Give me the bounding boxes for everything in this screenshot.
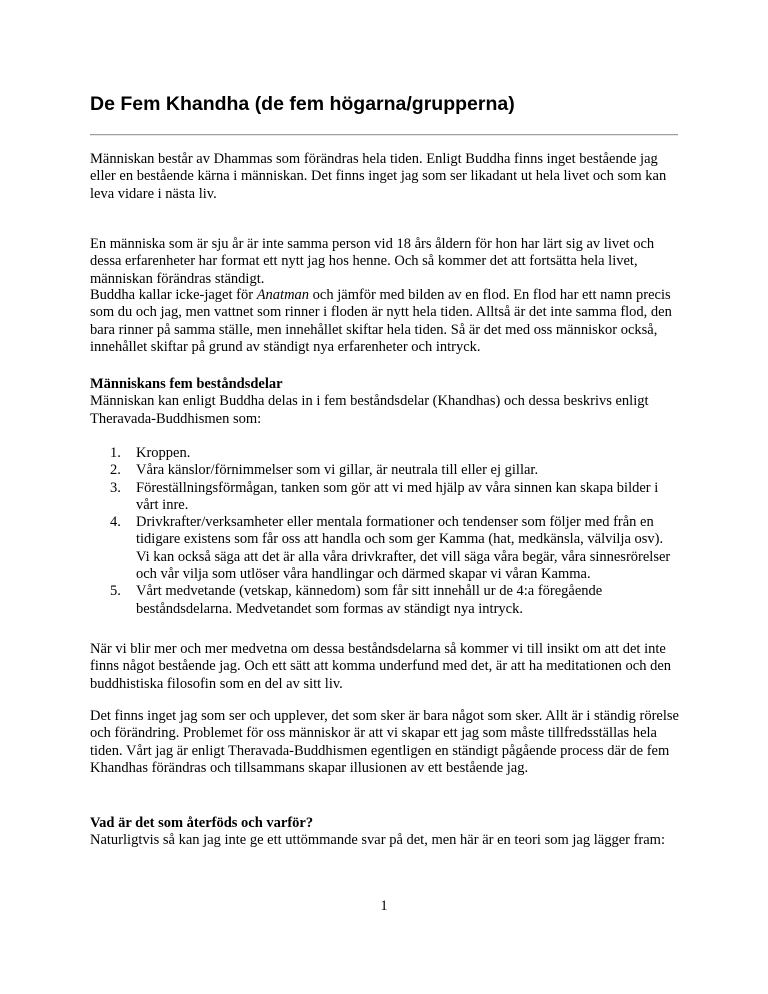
list-item [90, 514, 680, 583]
paragraph-insight: När vi blir mer och mer medvetna om dessa beståndsdelarna så kommer vi till insikt om att det inte finns något bestående jag. Och ett sätt att komma underfund med det, är att ha meditationen och den buddhistiska filosofin som en del av sitt liv. [90, 641, 672, 692]
list-number: 4. [110, 514, 121, 531]
anatman-term: Anatman [256, 287, 310, 303]
list-number: 5. [110, 583, 121, 600]
list-number: 2. [110, 462, 121, 479]
list-text: Drivkrafter/verksamheter eller mentala formationer och tendenser som följer med från en tidigare existens som får oss att handla och som ger Kamma (hat, medkänsla, välvilja osv). Vi kan också säga att det är alla våra drivkrafter, det vill säga våra begär, våra sinnesrörelser och vår vilja som utlöser våra handlingar och därmed skapar vi våran Kamma. [136, 514, 671, 583]
list-text: Vårt medvetande (vetskap, kännedom) som får sitt innehåll ur de 4:a föregående beståndsdelarna. Medvetandet som formas av ständigt nya intryck. [136, 583, 603, 617]
paragraph-khandhas-intro: Människan kan enligt Buddha delas in i fem beståndsdelar (Khandhas) och dessa beskrivs enligt Theravada-Buddhismen som: [90, 393, 649, 427]
list-item [90, 583, 680, 618]
list-text: Föreställningsförmågan, tanken som gör att vi med hjälp av våra sinnen kan skapa bilder i vårt inre. [136, 479, 659, 513]
paragraph-dhammas: Människan består av Dhammas som förändras hela tiden. Enligt Buddha finns inget bestående jag eller en bestående kärna i människan. Det finns inget jag som ser likadant ut hela livet och som kan leva vidare i nästa liv. [90, 151, 667, 202]
page-title: De Fem Khandha (de fem högarna/grupperna) [90, 93, 515, 115]
list-item [90, 445, 680, 462]
list-number: 3. [110, 479, 121, 496]
page-number: 1 [380, 898, 388, 914]
khandhas-list [90, 445, 680, 618]
anatman-river: och jämför med bilden av en flod. En flod har ett namn precis som du och jag, men vattnet som rinner i floden är nytt hela tiden. Alltså är det inte samma flod, den bara rinner på samma ställe, men innehållet skiftar hela tiden. Så är det med oss människor också, innehållet skiftar på grund av ständigt nya erfarenheter och intryck. [90, 287, 672, 355]
paragraph-theory: Naturligtvis så kan jag inte ge ett uttömmande svar på det, men här är en teori som jag lägger fram: [90, 832, 665, 849]
section-heading-five-parts: Människans fem beståndsdelar [90, 376, 283, 392]
horizontal-rule [90, 134, 678, 136]
paragraph-no-self: Det finns inget jag som ser och upplever, det som sker är bara något som sker. Allt är i ständig rörelse och förändring. Problemet för oss människor är att vi skapar ett jag som måste tillfredsställas hela tiden. Vårt jag är enligt Theravada-Buddhismen egentligen en ständigt pågående process där de fem Khandhas förändras och tillsammans skapar illusionen av ett bestående jag. [90, 708, 679, 776]
list-item [90, 462, 680, 479]
paragraph-anatman [90, 287, 680, 356]
list-text: Våra känslor/förnimmelser som vi gillar, är neutrala till eller ej gillar. [136, 462, 539, 479]
paragraph-seven-years: En människa som är sju år är inte samma person vid 18 års åldern för hon har lärt sig av livet och dessa erfarenheter har format ett nytt jag hos henne. Och så kommer det att fortsätta hela livet, människan förändras ständigt. [90, 236, 655, 287]
list-text: Kroppen. [136, 445, 191, 461]
anatman-intro: Buddha kallar icke-jaget för [90, 287, 257, 303]
section-rebirth [90, 815, 680, 850]
list-item [90, 480, 680, 515]
section-five-parts [90, 376, 680, 428]
section-heading-rebirth: Vad är det som återföds och varför? [90, 815, 314, 831]
list-number: 1. [110, 445, 121, 461]
